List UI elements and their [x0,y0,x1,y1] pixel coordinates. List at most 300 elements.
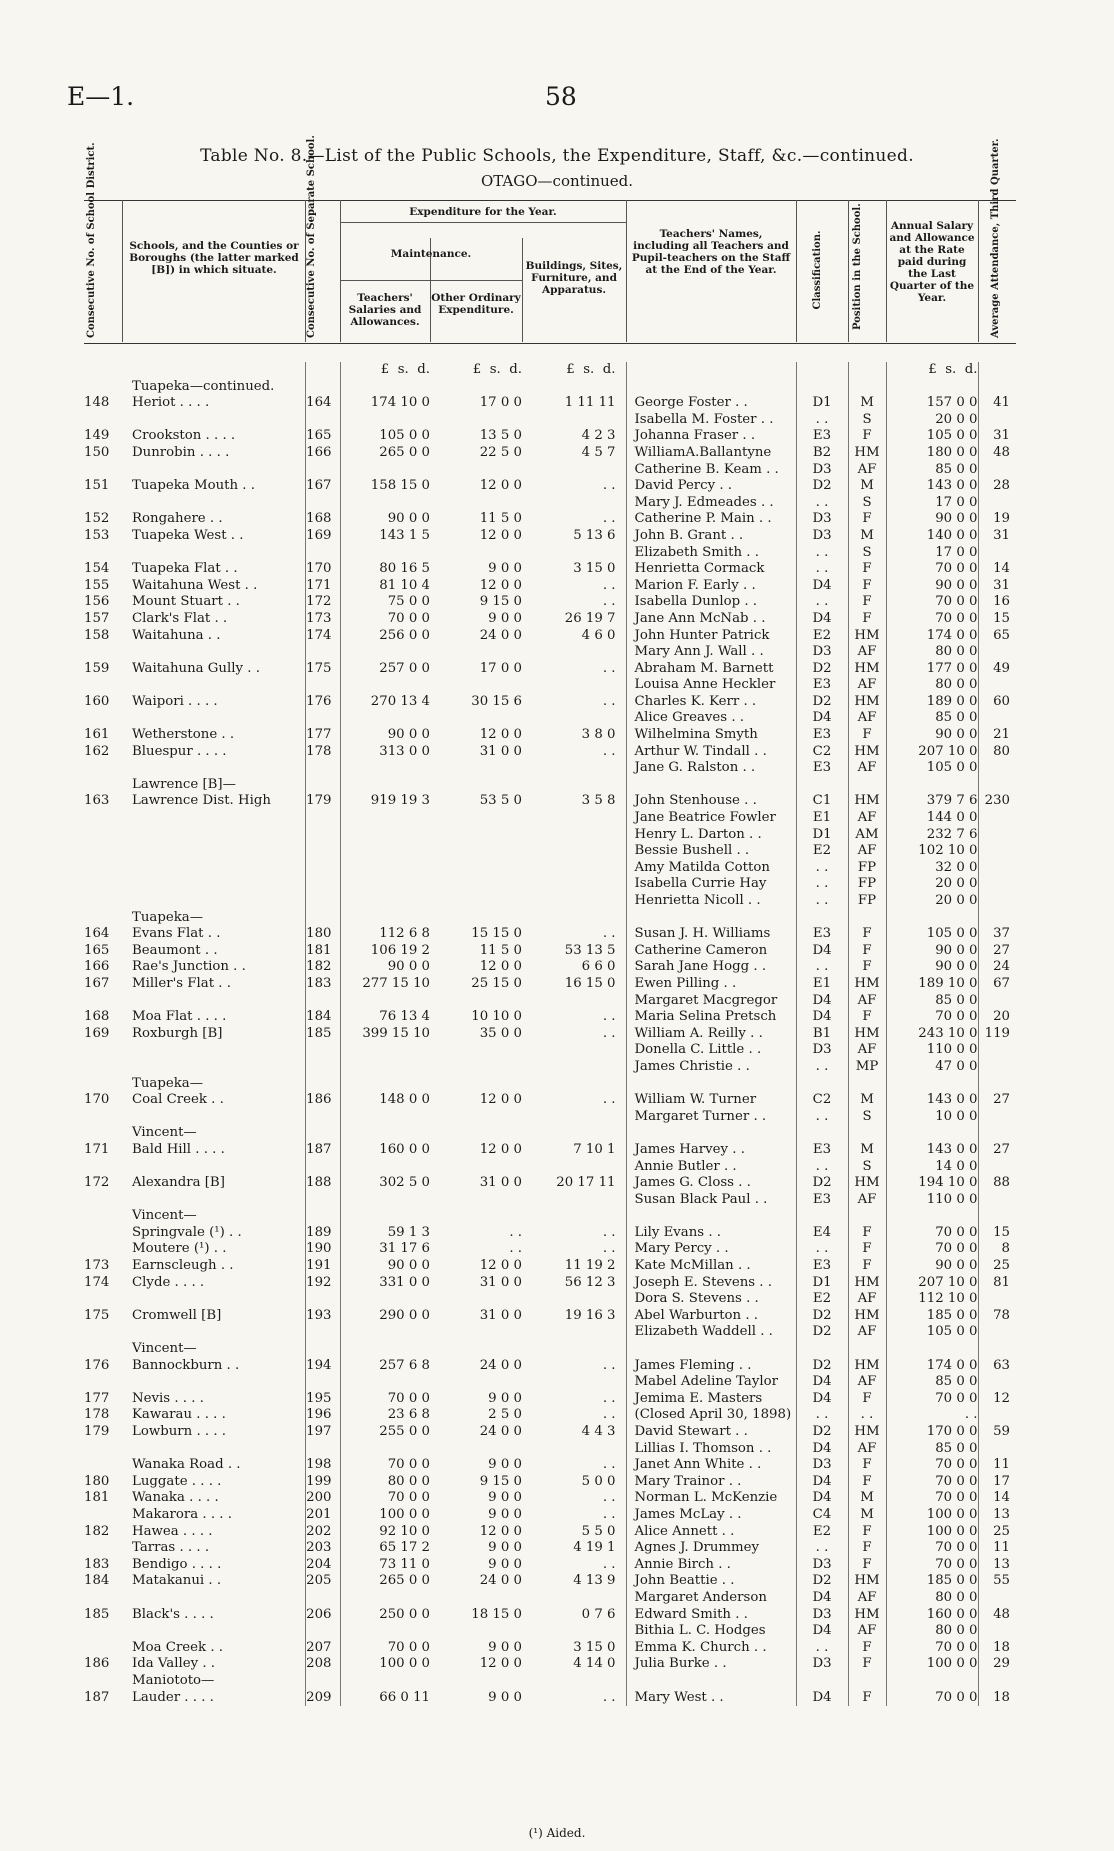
teacher-name-cell: Isabella M. Foster . . [626,412,796,429]
position-cell: AF [848,1590,886,1607]
district-no-cell [84,827,122,844]
other-expenditure-cell: 12 0 0 [479,727,522,743]
header-rule [796,200,797,342]
school-name-cell [122,677,305,694]
school-name-cell [122,1441,305,1458]
salary-cell: 160 0 0 [886,1607,978,1624]
other-expenditure-cell: . . [509,1241,522,1257]
school-no-cell [305,760,340,777]
salary-cell: 144 0 0 [886,810,978,827]
header-rule [340,222,626,223]
salary-cell: 90 0 0 [886,578,978,595]
school-name-cell: Clyde . . . . [132,1274,205,1290]
classification-cell: D3 [796,1042,848,1059]
classification-cell [796,1208,848,1225]
classification-cell: E3 [796,1258,848,1275]
classification-cell: D2 [796,1175,848,1192]
district-no-cell [84,1540,122,1557]
buildings-cell [522,545,626,562]
classification-cell [796,1076,848,1093]
classification-cell: D3 [796,1557,848,1574]
page-number: 58 [545,82,577,111]
salary-cell: 102 10 0 [886,843,978,860]
district-no-cell: 181 [84,1490,110,1506]
buildings-cell [522,1042,626,1059]
other-expenditure-cell: 9 0 0 [488,1390,522,1406]
table-row [84,1159,1016,1176]
buildings-cell: 19 16 3 [564,1307,616,1323]
table-row [84,910,1016,927]
district-no-cell: 184 [84,1573,110,1589]
teacher-name-cell: Norman L. McKenzie [626,1490,796,1507]
classification-cell: E1 [796,810,848,827]
teacher-name-cell: James Christie . . [626,1059,796,1076]
classification-cell: D3 [796,1607,848,1624]
buildings-cell [522,1109,626,1126]
table-row [84,694,1016,711]
attendance-cell: 8 [978,1241,1016,1258]
salary-cell: 180 0 0 [886,445,978,462]
buildings-cell [522,843,626,860]
district-no-cell: 182 [84,1523,110,1539]
district-no-cell [84,777,122,794]
district-no-cell: 168 [84,1009,110,1025]
school-no-cell [305,1291,340,1308]
teacher-name-cell: Bessie Bushell . . [626,843,796,860]
table-row [84,661,1016,678]
table-row [84,893,1016,910]
school-no-cell [305,1042,340,1059]
attendance-cell: 60 [978,694,1016,711]
report-code: E—1. [67,82,135,111]
other-expenditure-cell: 9 0 0 [488,610,522,626]
teacher-salaries-cell: 255 0 0 [340,1424,430,1441]
attendance-cell: 31 [978,428,1016,445]
teacher-name-cell: Henrietta Cormack [626,561,796,578]
table-row [84,511,1016,528]
classification-cell: D2 [796,1358,848,1375]
classification-cell: . . [796,1059,848,1076]
school-name-cell: Rongahere . . [132,511,223,527]
buildings-cell [522,993,626,1010]
school-no-cell [305,827,340,844]
teacher-salary-units [340,362,430,379]
attendance-cell: 31 [978,578,1016,595]
buildings-cell [522,1623,626,1640]
school-no-cell: 177 [305,727,340,744]
teacher-name-cell: John B. Grant . . [626,528,796,545]
classification-cell: E3 [796,1142,848,1159]
other-expenditure-cell [430,710,522,727]
classification-cell: C4 [796,1507,848,1524]
district-no-cell [84,876,122,893]
position-cell: M [848,1142,886,1159]
salary-cell: 20 0 0 [886,412,978,429]
school-name-cell [122,495,305,512]
classification-cell: . . [796,1407,848,1424]
buildings-cell: 5 0 0 [581,1473,616,1489]
position-cell: HM [848,694,886,711]
teacher-name-cell: Catherine P. Main . . [626,511,796,528]
salary-cell [886,1125,978,1142]
table-row [84,1690,1016,1707]
school-no-cell: 193 [305,1308,340,1325]
table-row [84,1623,1016,1640]
school-no-cell [305,1192,340,1209]
position-cell: F [848,1640,886,1657]
salary-cell: 90 0 0 [886,1258,978,1275]
table-row [84,1275,1016,1292]
teacher-salaries-cell: 290 0 0 [340,1308,430,1325]
teacher-name-cell: Amy Matilda Cotton [626,860,796,877]
buildings-cell [522,893,626,910]
school-no-cell: 191 [305,1258,340,1275]
teacher-salaries-cell [340,1159,430,1176]
salary-cell [886,1673,978,1690]
salary-cell: 100 0 0 [886,1656,978,1673]
buildings-cell [522,876,626,893]
district-no-cell [84,462,122,479]
buildings-cell: 4 19 1 [573,1540,616,1556]
other-expenditure-cell [430,1341,522,1358]
salary-cell: 177 0 0 [886,661,978,678]
salary-cell: 14 0 0 [886,1159,978,1176]
table-row [84,1640,1016,1657]
other-expenditure-cell: 9 0 0 [488,1639,522,1655]
teacher-salaries-cell: 76 13 4 [340,1009,430,1026]
salary-cell: 207 10 0 [886,744,978,761]
attendance-cell [978,462,1016,479]
school-name-cell [122,1192,305,1209]
teacher-salaries-cell [340,495,430,512]
table-row [84,1358,1016,1375]
teacher-name-cell: James McLay . . [626,1507,796,1524]
attendance-cell [978,644,1016,661]
teacher-salaries-cell: 277 15 10 [340,976,430,993]
position-cell: HM [848,744,886,761]
school-name-cell: Rae's Junction . . [132,959,246,975]
school-name-cell [122,843,305,860]
school-name-cell: Moa Creek . . [132,1639,224,1655]
buildings-cell: 3 15 0 [573,1639,616,1655]
buildings-cell: . . [602,743,616,759]
teacher-name-cell: Marion F. Early . . [626,578,796,595]
position-cell: HM [848,1308,886,1325]
table-row [84,412,1016,429]
teacher-name-cell: Jane Beatrice Fowler [626,810,796,827]
teacher-salaries-cell [340,1192,430,1209]
attendance-cell [978,760,1016,777]
header-rule [978,200,979,342]
district-no-cell [84,1374,122,1391]
teacher-salaries-cell [340,1208,430,1225]
classification-cell: D3 [796,644,848,661]
other-expenditure-cell [430,910,522,927]
teacher-salaries-cell: 143 1 5 [340,528,430,545]
position-cell: HM [848,1573,886,1590]
school-no-cell: 209 [305,1690,340,1707]
salary-cell: 32 0 0 [886,860,978,877]
school-name-cell: Tuapeka—continued. [132,378,275,394]
unit-pound: £ [380,362,390,377]
teacher-name-cell: Jemima E. Masters [626,1391,796,1408]
salary-cell [886,910,978,927]
header-rule [886,200,887,342]
position-cell: AF [848,1291,886,1308]
attendance-cell [978,1109,1016,1126]
district-no-cell: 156 [84,594,110,610]
district-no-cell: 155 [84,577,110,593]
district-no-cell: 173 [84,1258,110,1274]
salary-cell: 110 0 0 [886,1192,978,1209]
school-no-cell [305,1590,340,1607]
position-cell: F [848,926,886,943]
teacher-name-cell: Mary Percy . . [626,1241,796,1258]
header-teachers-salaries: Teachers' Salaries and Allowances. [348,292,422,328]
position-cell: HM [848,1026,886,1043]
school-no-cell: 199 [305,1474,340,1491]
position-cell: F [848,1690,886,1707]
classification-cell: D3 [796,528,848,545]
school-no-cell: 168 [305,511,340,528]
buildings-cell: 4 14 0 [573,1656,616,1672]
attendance-cell: 55 [978,1573,1016,1590]
position-cell: F [848,1241,886,1258]
salary-cell: 90 0 0 [886,511,978,528]
position-cell: F [848,578,886,595]
buildings-cell [522,1673,626,1690]
salary-cell: 17 0 0 [886,545,978,562]
position-cell [848,1076,886,1093]
teacher-name-cell: David Stewart . . [626,1424,796,1441]
attendance-cell [978,1407,1016,1424]
school-no-cell [305,810,340,827]
table-row [84,1291,1016,1308]
teacher-name-cell: Louisa Anne Heckler [626,677,796,694]
other-expenditure-cell [430,1208,522,1225]
school-no-cell [305,1341,340,1358]
table-row [84,1324,1016,1341]
district-no-cell [84,860,122,877]
district-no-cell: 171 [84,1141,110,1157]
school-no-cell: 195 [305,1391,340,1408]
classification-cell: . . [796,893,848,910]
school-name-cell: Moutere (¹) . . [132,1241,227,1257]
school-name-cell: Hawea . . . . [132,1523,213,1539]
position-cell: HM [848,976,886,993]
teacher-name-cell: Margaret Macgregor [626,993,796,1010]
school-name-cell: Tarras . . . . [132,1540,210,1556]
classification-cell: E2 [796,1524,848,1541]
salary-cell: 70 0 0 [886,1490,978,1507]
district-no-cell: 161 [84,727,110,743]
position-cell: F [848,1474,886,1491]
attendance-cell: 41 [978,395,1016,412]
school-no-cell [305,379,340,396]
header-rule [848,200,849,342]
position-cell: F [848,611,886,628]
salary-cell: 100 0 0 [886,1524,978,1541]
header-attendance: Average Attendance, Third Quarter. [990,138,1001,338]
table-row [84,1092,1016,1109]
district-no-cell: 172 [84,1175,110,1191]
buildings-cell: 3 15 0 [573,561,616,577]
other-expenditure-cell [430,545,522,562]
classification-cell [796,777,848,794]
attendance-cell [978,1441,1016,1458]
position-cell: AF [848,1042,886,1059]
teacher-salaries-cell: 105 0 0 [340,428,430,445]
district-no-cell [84,1059,122,1076]
teacher-salaries-cell [340,1076,430,1093]
teacher-salaries-cell: 70 0 0 [340,1490,430,1507]
school-no-cell [305,860,340,877]
position-cell: F [848,1225,886,1242]
salary-cell: 70 0 0 [886,1457,978,1474]
salary-cell: 70 0 0 [886,1557,978,1574]
school-no-cell: 180 [305,926,340,943]
classification-cell: D2 [796,694,848,711]
attendance-cell: 59 [978,1424,1016,1441]
teacher-name-cell: James Harvey . . [626,1142,796,1159]
table-subtitle: OTAGO—continued. [480,172,634,190]
school-no-cell [305,876,340,893]
table-row [84,976,1016,993]
position-cell: AF [848,993,886,1010]
classification-cell: E2 [796,1291,848,1308]
buildings-cell [522,827,626,844]
school-name-cell: Tuapeka West . . [132,527,244,543]
school-no-cell: 184 [305,1009,340,1026]
school-no-cell: 175 [305,661,340,678]
classification-cell: D4 [796,1590,848,1607]
salary-cell: 170 0 0 [886,1424,978,1441]
position-cell: FP [848,876,886,893]
school-no-cell: 190 [305,1241,340,1258]
district-no-cell [84,1192,122,1209]
school-no-cell: 183 [305,976,340,993]
buildings-cell [522,412,626,429]
salary-cell: 112 10 0 [886,1291,978,1308]
teacher-name-cell: Susan Black Paul . . [626,1192,796,1209]
other-expenditure-cell: 18 15 0 [471,1606,522,1622]
units-row [84,362,1016,379]
district-no-cell [84,545,122,562]
other-expenditure-cell: 12 0 0 [479,478,522,494]
table-row [84,993,1016,1010]
other-expenditure-cell [430,1125,522,1142]
buildings-cell: . . [602,1241,616,1257]
table-row [84,611,1016,628]
teacher-name-cell: Margaret Turner . . [626,1109,796,1126]
teacher-name-cell: John Beattie . . [626,1573,796,1590]
school-no-cell: 181 [305,943,340,960]
position-cell [848,1125,886,1142]
district-no-cell: 185 [84,1606,110,1622]
school-no-cell: 197 [305,1424,340,1441]
school-no-cell [305,1324,340,1341]
teacher-name-cell: Elizabeth Smith . . [626,545,796,562]
district-no-cell [84,1109,122,1126]
district-no-cell: 170 [84,1092,110,1108]
buildings-cell: 53 13 5 [564,942,616,958]
district-no-cell: 163 [84,793,110,809]
other-expenditure-cell: 9 0 0 [488,1490,522,1506]
school-no-cell [305,777,340,794]
other-expenditure-cell [430,1324,522,1341]
table-row [84,1009,1016,1026]
buildings-cell: 11 19 2 [564,1258,616,1274]
district-no-cell: 148 [84,395,110,411]
table-row [84,1490,1016,1507]
attendance-cell: 11 [978,1457,1016,1474]
other-expenditure-cell [430,876,522,893]
classification-cell: D1 [796,395,848,412]
table-row [84,1374,1016,1391]
table-row [84,1241,1016,1258]
table-row [84,810,1016,827]
teacher-salaries-cell: 148 0 0 [340,1092,430,1109]
district-no-cell [84,1125,122,1142]
other-expenditure-cell [430,1374,522,1391]
salary-cell: 70 0 0 [886,1241,978,1258]
position-cell: F [848,1258,886,1275]
teacher-name-cell: Wilhelmina Smyth [626,727,796,744]
teacher-name-cell: John Stenhouse . . [626,793,796,810]
teacher-name-cell: Kate McMillan . . [626,1258,796,1275]
teacher-salaries-cell [340,1590,430,1607]
teacher-salaries-cell: 106 19 2 [340,943,430,960]
teacher-name-cell: Janet Ann White . . [626,1457,796,1474]
classification-cell: D3 [796,1457,848,1474]
table-row [84,793,1016,810]
district-no-cell: 183 [84,1556,110,1572]
buildings-cell: . . [602,594,616,610]
attendance-cell [978,1673,1016,1690]
teacher-name-cell: Abraham M. Barnett [626,661,796,678]
school-name-cell: Evans Flat . . [132,926,221,942]
classification-cell: E3 [796,926,848,943]
table-row [84,594,1016,611]
school-no-cell: 188 [305,1175,340,1192]
attendance-cell: 25 [978,1524,1016,1541]
attendance-cell: 25 [978,1258,1016,1275]
position-cell: AF [848,1374,886,1391]
attendance-cell: 31 [978,528,1016,545]
teacher-name-cell: William W. Turner [626,1092,796,1109]
school-no-cell [305,462,340,479]
school-no-cell [305,993,340,1010]
attendance-cell [978,1324,1016,1341]
table-row [84,578,1016,595]
school-no-cell [305,677,340,694]
district-no-cell: 175 [84,1307,110,1323]
other-expenditure-cell: 9 0 0 [488,1506,522,1522]
teacher-salaries-cell: 331 0 0 [340,1275,430,1292]
buildings-cell [522,910,626,927]
buildings-cell: . . [602,1556,616,1572]
buildings-cell: 3 5 8 [581,793,616,809]
position-cell: F [848,1656,886,1673]
teacher-name-cell: Elizabeth Waddell . . [626,1324,796,1341]
header-maintenance: Maintenance. [390,248,472,260]
table-row [84,1026,1016,1043]
other-expenditure-cell [430,860,522,877]
position-cell: AF [848,1623,886,1640]
school-no-cell: 196 [305,1407,340,1424]
school-no-cell [305,1059,340,1076]
other-expenditure-cell: 12 0 0 [479,1523,522,1539]
